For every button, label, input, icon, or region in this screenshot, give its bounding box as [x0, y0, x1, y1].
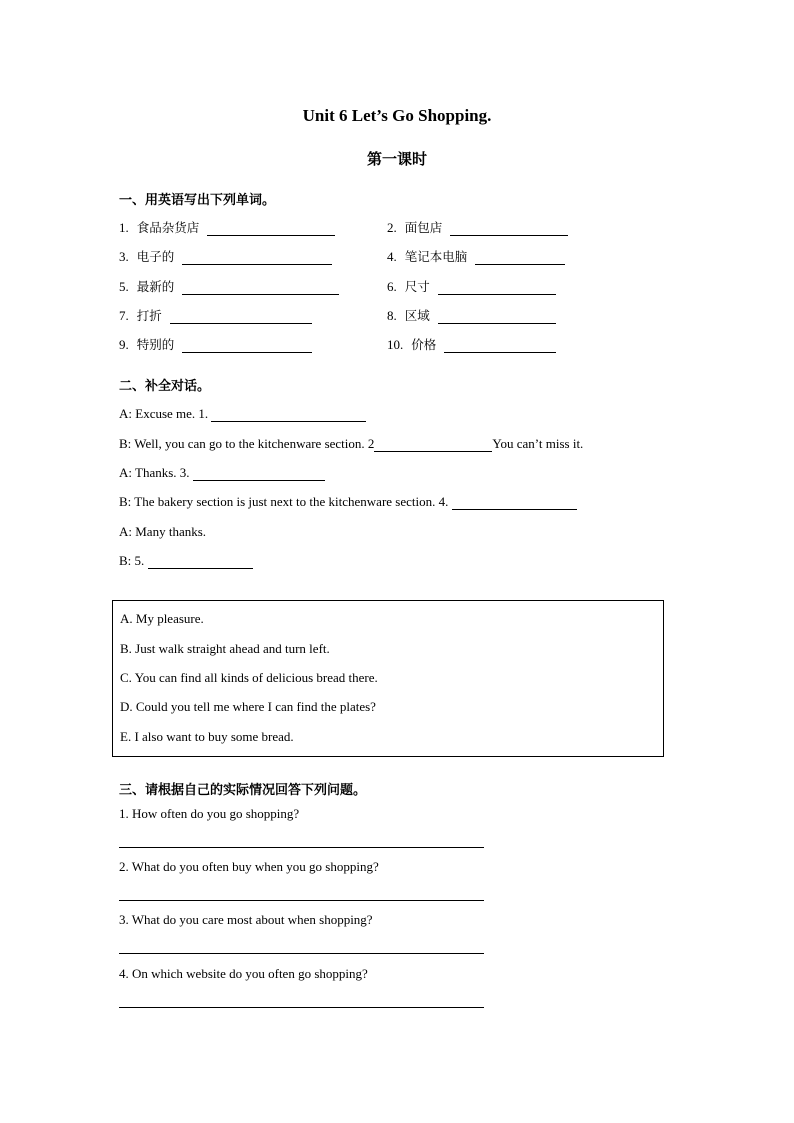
- vocab-num: 8.: [387, 308, 397, 323]
- vocab-num: 4.: [387, 249, 397, 264]
- dialogue-line-1: [119, 404, 366, 422]
- answer-blank[interactable]: [452, 495, 577, 510]
- dialogue-line-6: [119, 551, 253, 569]
- vocab-label: 最新的: [136, 279, 175, 294]
- answer-blank[interactable]: [450, 221, 568, 236]
- vocab-item-10: [387, 335, 556, 353]
- dialogue-text: A: Excuse me. 1.: [119, 406, 212, 421]
- dialogue-line-4: [119, 492, 577, 510]
- answer-blank[interactable]: [444, 338, 556, 353]
- vocab-num: 2.: [387, 220, 397, 235]
- vocab-label: 打折: [136, 308, 162, 323]
- vocab-num: 1.: [119, 220, 129, 235]
- dialogue-text: A: Thanks. 3.: [119, 465, 193, 480]
- answer-blank[interactable]: [170, 309, 312, 324]
- vocab-num: 9.: [119, 337, 129, 352]
- question-1: 1. How often do you go shopping?: [119, 806, 300, 821]
- answer-blank[interactable]: [438, 280, 556, 295]
- vocab-label: 电子的: [136, 249, 175, 264]
- vocab-num: 3.: [119, 249, 129, 264]
- vocab-item-6: [387, 277, 556, 295]
- vocab-num: 10.: [387, 337, 404, 352]
- answer-blank[interactable]: [182, 280, 339, 295]
- answer-blank[interactable]: [193, 466, 325, 481]
- section2-heading: 二、补全对话。: [119, 379, 211, 394]
- vocab-item-7: [119, 306, 312, 324]
- option-d: D. Could you tell me where I can find the plates?: [120, 699, 376, 714]
- answer-blank[interactable]: [182, 338, 312, 353]
- vocab-num: 7.: [119, 308, 129, 323]
- vocab-item-1: [119, 218, 335, 236]
- vocab-label: 区域: [404, 308, 430, 323]
- question-2: 2. What do you often buy when you go shopping?: [119, 859, 379, 874]
- dialogue-text-after: You can’t miss it.: [492, 436, 584, 451]
- answer-blank[interactable]: [207, 221, 335, 236]
- option-a: A. My pleasure.: [120, 611, 204, 626]
- question-3: 3. What do you care most about when shopping?: [119, 912, 373, 927]
- answer-line-1[interactable]: [119, 847, 484, 848]
- answer-blank[interactable]: [148, 554, 253, 569]
- dialogue-line-2: [119, 434, 583, 452]
- vocab-label: 尺寸: [404, 279, 430, 294]
- vocab-item-9: [119, 335, 312, 353]
- vocab-item-4: [387, 247, 565, 265]
- vocab-label: 价格: [411, 337, 437, 352]
- dialogue-line-5: [119, 522, 206, 540]
- vocab-label: 笔记本电脑: [404, 249, 468, 264]
- answer-blank[interactable]: [374, 437, 492, 452]
- option-b: B. Just walk straight ahead and turn left.: [120, 641, 330, 656]
- option-c: C. You can find all kinds of delicious bread there.: [120, 670, 378, 685]
- vocab-label: 面包店: [404, 220, 443, 235]
- dialogue-text: B: 5.: [119, 553, 148, 568]
- vocab-label: 食品杂货店: [136, 220, 200, 235]
- answer-blank[interactable]: [475, 250, 565, 265]
- option-e: E. I also want to buy some bread.: [120, 729, 294, 744]
- answer-blank[interactable]: [211, 407, 366, 422]
- vocab-label: 特别的: [136, 337, 175, 352]
- question-4: 4. On which website do you often go shopping?: [119, 966, 368, 981]
- answer-line-4[interactable]: [119, 1007, 484, 1008]
- section1-heading: 一、用英语写出下列单词。: [119, 193, 276, 208]
- options-box: [112, 600, 664, 757]
- dialogue-text: B: The bakery section is just next to the kitchenware section. 4.: [119, 494, 452, 509]
- vocab-item-5: [119, 277, 339, 295]
- vocab-item-3: [119, 247, 332, 265]
- vocab-item-2: [387, 218, 568, 236]
- answer-line-3[interactable]: [119, 953, 484, 954]
- dialogue-text: A: Many thanks.: [119, 524, 207, 539]
- answer-line-2[interactable]: [119, 900, 484, 901]
- vocab-item-8: [387, 306, 556, 324]
- dialogue-text: B: Well, you can go to the kitchenware section. 2: [119, 436, 375, 451]
- vocab-num: 5.: [119, 279, 129, 294]
- answer-blank[interactable]: [438, 309, 556, 324]
- dialogue-line-3: [119, 463, 325, 481]
- lesson-subtitle: 第一课时: [366, 150, 427, 168]
- page-title: Unit 6 Let’s Go Shopping.: [302, 106, 492, 125]
- vocab-num: 6.: [387, 279, 397, 294]
- answer-blank[interactable]: [182, 250, 332, 265]
- section3-heading: 三、请根据自己的实际情况回答下列问题。: [119, 783, 367, 798]
